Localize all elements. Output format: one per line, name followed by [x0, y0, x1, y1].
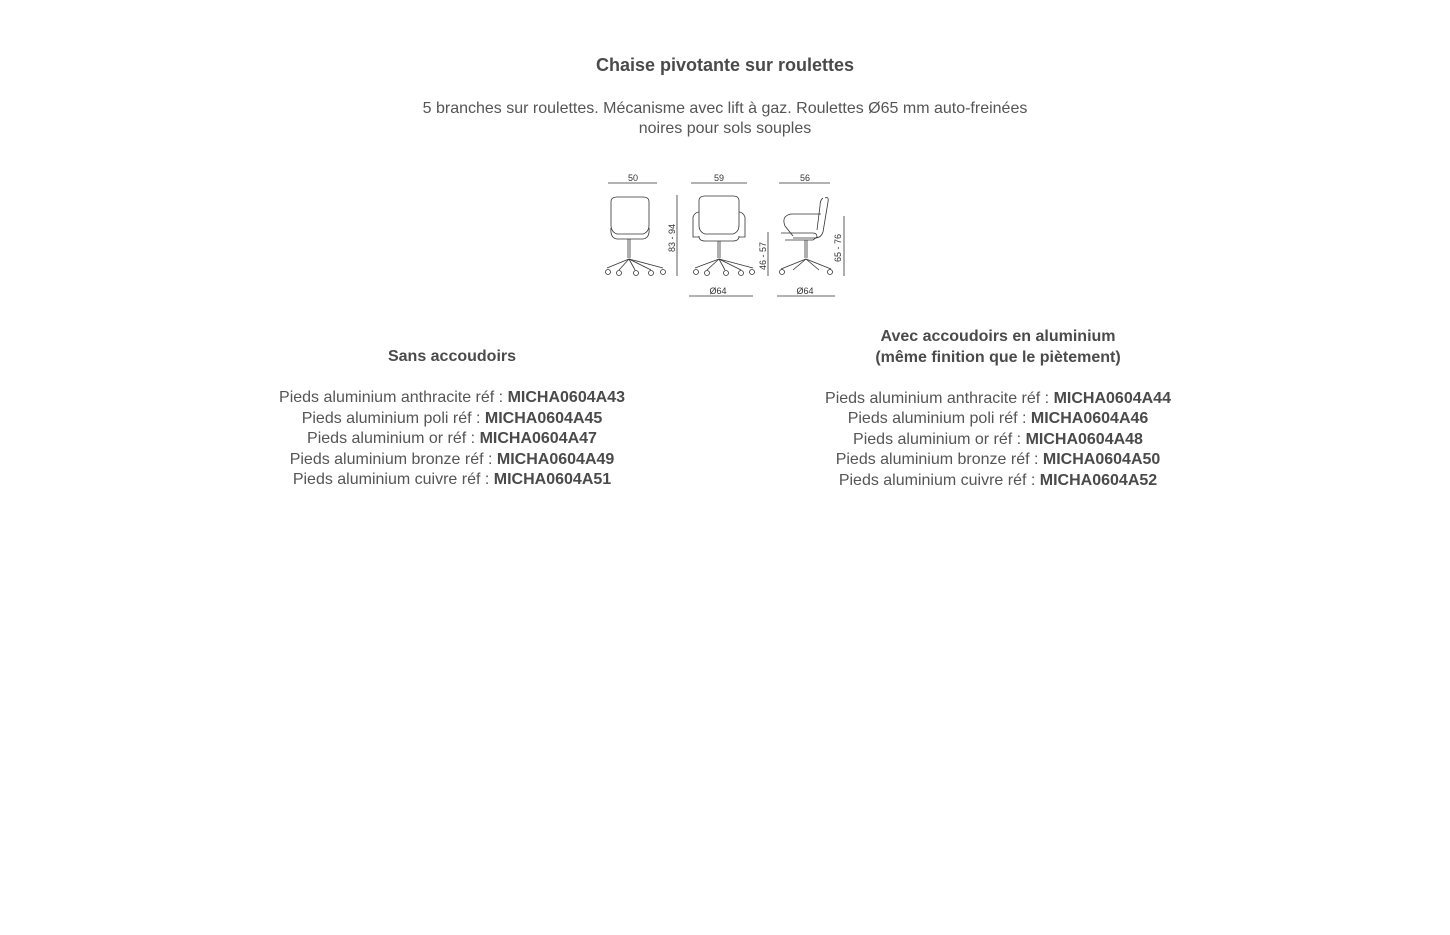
reference-line	[222, 409, 682, 430]
reference-code: MICHA0604A49	[496, 450, 615, 468]
reference-code: MICHA0604A44	[1053, 389, 1171, 407]
finish-label: Pieds aluminium or réf :	[853, 430, 1022, 448]
product-description: 5 branches sur roulettes. Mécanisme avec lift à gaz. Roulettes Ø65 mm auto-freinées noires pour sols souples	[422, 100, 1028, 137]
product-title: Chaise pivotante sur roulettes	[595, 55, 855, 75]
finish-label: Pieds aluminium or réf :	[307, 430, 476, 447]
reference-code: MICHA0604A48	[1025, 430, 1143, 448]
front-height-label: 83 - 94	[667, 223, 677, 253]
reference-code: MICHA0604A51	[493, 471, 612, 488]
reference-line	[768, 409, 1228, 430]
side-base-label: Ø64	[796, 286, 814, 296]
finish-label: Pieds aluminium cuivre réf :	[838, 471, 1036, 489]
armchair-base-label: Ø64	[709, 286, 727, 296]
with-armrests-subheading: (même finition que le piètement)	[875, 348, 1121, 366]
finish-label: Pieds aluminium cuivre réf :	[292, 471, 490, 488]
reference-line	[222, 388, 682, 409]
reference-code: MICHA0604A50	[1042, 451, 1161, 468]
armchair-front-view	[689, 183, 768, 296]
reference-line	[768, 430, 1228, 451]
finish-label: Pieds aluminium bronze réf :	[835, 451, 1039, 468]
reference-code: MICHA0604A46	[1030, 410, 1149, 427]
armchair-seat-height-label: 46 - 57	[758, 241, 768, 271]
reference-code: MICHA0604A43	[507, 389, 625, 406]
reference-line	[222, 429, 682, 450]
without-armrests-section	[222, 347, 682, 491]
spacer	[222, 368, 682, 389]
reference-line	[768, 450, 1228, 471]
finish-label: Pieds aluminium poli réf :	[847, 410, 1027, 427]
finish-label: Pieds aluminium anthracite réf :	[279, 389, 504, 406]
spacer	[768, 368, 1228, 389]
finish-label: Pieds aluminium poli réf :	[301, 409, 481, 427]
with-armrests-section	[768, 327, 1228, 491]
front-width-label: 50	[627, 173, 639, 183]
side-depth-label: 56	[799, 173, 811, 183]
finish-label: Pieds aluminium bronze réf :	[289, 450, 493, 468]
side-height-label: 65 - 76	[833, 233, 843, 263]
armchair-width-label: 59	[713, 173, 725, 183]
finish-label: Pieds aluminium anthracite réf :	[825, 389, 1050, 407]
reference-line	[768, 471, 1228, 492]
reference-line	[768, 389, 1228, 410]
reference-code: MICHA0604A47	[479, 430, 597, 447]
reference-code: MICHA0604A45	[484, 409, 603, 427]
reference-code: MICHA0604A52	[1039, 471, 1158, 489]
reference-line	[222, 470, 682, 491]
with-armrests-heading: Avec accoudoirs en aluminium	[880, 328, 1116, 345]
without-armrests-heading: Sans accoudoirs	[387, 348, 517, 365]
reference-line	[222, 450, 682, 471]
technical-drawing	[595, 170, 855, 305]
chair-dimension-diagram	[595, 170, 855, 305]
